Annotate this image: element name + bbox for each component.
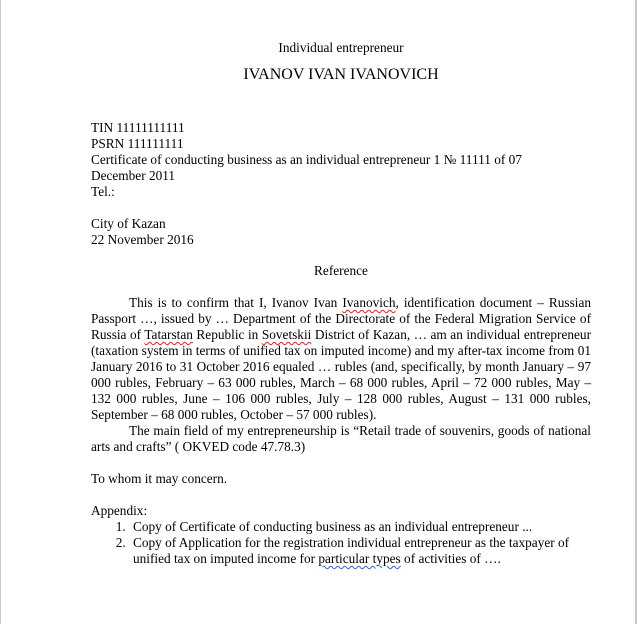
appendix-item bbox=[129, 535, 591, 567]
appendix-item: 1. Copy of Certificate of conducting business as an individual entrepreneur ... bbox=[129, 519, 591, 535]
text: , identification document – Russian Passport …, issued by … Department of the Directorate of the Federal Migration Service of Russia of bbox=[91, 295, 591, 342]
page-edge-left bbox=[0, 0, 1, 624]
closing: To whom it may concern. bbox=[91, 471, 228, 486]
misspelled-word[interactable]: Tatarstan bbox=[144, 327, 193, 342]
text: District of Kazan, … am an individual entrepreneur (taxation system in terms of unified tax on imputed income) and my after-tax income from 01 January 2016 to 31 October 2016 equaled … rubles (and, specifically, by month January – 97 000 rubles, February – 63 000 rubles, March – 68 000 rubles, April – 72 000 rubles, May – 132 000 rubles, June – 106 000 rubles, July – 128 000 rubles, August – 131 000 rubles, September – 68 000 rubles, October – 57 000 rubles). bbox=[91, 327, 591, 422]
grammar-flag[interactable]: particular types bbox=[318, 551, 401, 566]
certificate: Certificate of conducting business as an individual entrepreneur 1 № 11111 of 07 December 2011 bbox=[91, 152, 522, 183]
misspelled-word[interactable]: Sovetskii bbox=[261, 327, 312, 342]
appendix-title: Appendix: bbox=[91, 503, 148, 518]
date: 22 November 2016 bbox=[91, 232, 194, 247]
header-name: IVANOV IVAN IVANOVICH bbox=[243, 66, 439, 83]
misspelled-word[interactable]: Ivanovich bbox=[342, 295, 396, 310]
tin: TIN 11111111111 bbox=[91, 120, 185, 135]
paragraph-1 bbox=[91, 295, 591, 423]
reference-title: Reference bbox=[314, 263, 368, 278]
details-block bbox=[91, 120, 591, 248]
reference-body bbox=[91, 295, 591, 567]
city: City of Kazan bbox=[91, 216, 166, 231]
text: of activities of …. bbox=[400, 551, 501, 566]
text: Republic in bbox=[192, 327, 262, 342]
text: Copy of Application for the registration individual entrepreneur as the taxpayer of unified tax on imputed income for bbox=[133, 535, 570, 566]
header-subtitle: Individual entrepreneur bbox=[278, 40, 404, 55]
text: This is to confirm that I, Ivanov Ivan bbox=[129, 295, 343, 310]
paragraph-2: The main field of my entrepreneurship is “Retail trade of souvenirs, goods of national arts and crafts” ( OKVED code 47.78.3) bbox=[91, 423, 591, 454]
appendix-list bbox=[91, 519, 591, 567]
tel: Tel.: bbox=[91, 184, 115, 199]
psrn: PSRN 111111111 bbox=[91, 136, 184, 151]
